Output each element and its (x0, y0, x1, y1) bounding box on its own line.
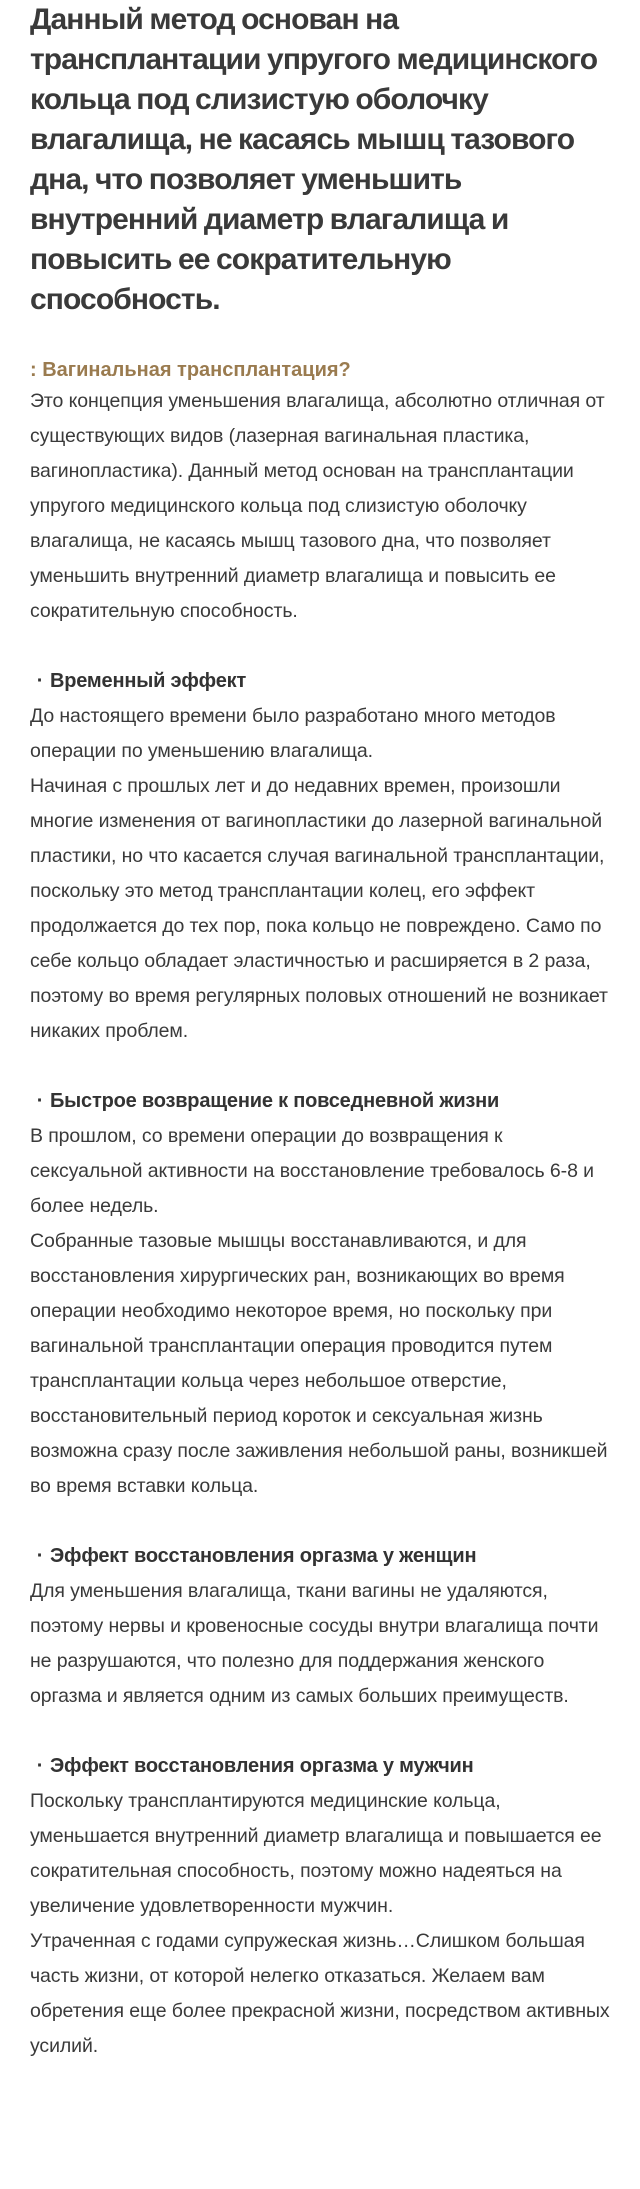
bullet-dot-icon: · (36, 1090, 44, 1112)
section-title-text: Быстрое возвращение к повседневной жизни (50, 1090, 500, 1112)
section-female-orgasm (30, 1539, 610, 1714)
section-title (30, 1749, 610, 1784)
section-title (30, 664, 610, 699)
section-title-text: Эффект восстановления оргазма у женщин (50, 1545, 477, 1567)
section-paragraph: Для уменьшения влагалища, ткани вагины не удаляются, поэтому нервы и кровеносные сосуды внутри влагалища почти не разрушаются, что полезно для поддержания женского оргазма и является одним из самых больших преимуществ. (30, 1580, 599, 1707)
section-paragraph: Утраченная с годами супружеская жизнь…Слишком большая часть жизни, от которой нелегко отказаться. Желаем вам обретения еще более прекрасной жизни, посредством активных усилий. (30, 1930, 610, 2057)
section-title-text: Эффект восстановления оргазма у мужчин (50, 1755, 474, 1777)
section-paragraph: В прошлом, со времени операции до возвращения к сексуальной активности на восстановление требовалось 6-8 и более недель. (30, 1125, 594, 1217)
section-paragraph: До настоящего времени было разработано много методов операции по уменьшению влагалища. (30, 705, 556, 762)
article-headline: Данный метод основан на трансплантации упругого медицинского кольца под слизистую оболочку влагалища, не касаясь мышц тазового дна, что позволяет уменьшить внутренний диаметр влагалища и повысить ее сократительную способность. (30, 3, 598, 316)
bullet-dot-icon: · (36, 1545, 44, 1567)
intro-text: Это концепция уменьшения влагалища, абсолютно отличная от существующих видов (лазерная вагинальная пластика, вагинопластика). Данный метод основан на трансплантации упругого медицинского кольца под слизистую оболочку влагалища, не касаясь мышц тазового дна, что позволяет уменьшить внутренний диаметр влагалища и повысить ее сократительную способность. (30, 390, 605, 622)
bullet-dot-icon: · (36, 670, 44, 692)
intro-question: : Вагинальная трансплантация? (30, 359, 351, 381)
section-title-text: Временный эффект (50, 670, 247, 692)
section-title (30, 1084, 610, 1119)
section-paragraph: Начиная с прошлых лет и до недавних времен, произошли многие изменения от вагинопластики до лазерной вагинальной пластики, но что касается случая вагинальной трансплантации, поскольку это метод трансплантации колец, его эффект продолжается до тех пор, пока кольцо не повреждено. Само по себе кольцо обладает эластичностью и расширяется в 2 раза, поэтому во время регулярных половых отношений не возникает никаких проблем. (30, 775, 608, 1042)
section-male-orgasm (30, 1749, 610, 2064)
section-paragraph: Поскольку трансплантируются медицинские кольца, уменьшается внутренний диаметр влагалища и повышается ее сократительная способность, поэтому можно надеяться на увеличение удовлетворенности мужчин. (30, 1790, 602, 1917)
intro-block (30, 356, 610, 629)
section-temporary-effect (30, 664, 610, 1049)
section-title (30, 1539, 610, 1574)
section-paragraph: Собранные тазовые мышцы восстанавливаются, и для восстановления хирургических ран, возникающих во время операции необходимо некоторое время, но поскольку при вагинальной трансплантации операция проводится путем трансплантации кольца через небольшое отверстие, восстановительный период короток и сексуальная жизнь возможна сразу после заживления небольшой раны, возникшей во время вставки кольца. (30, 1230, 608, 1497)
section-quick-return (30, 1084, 610, 1504)
bullet-dot-icon: · (36, 1755, 44, 1777)
